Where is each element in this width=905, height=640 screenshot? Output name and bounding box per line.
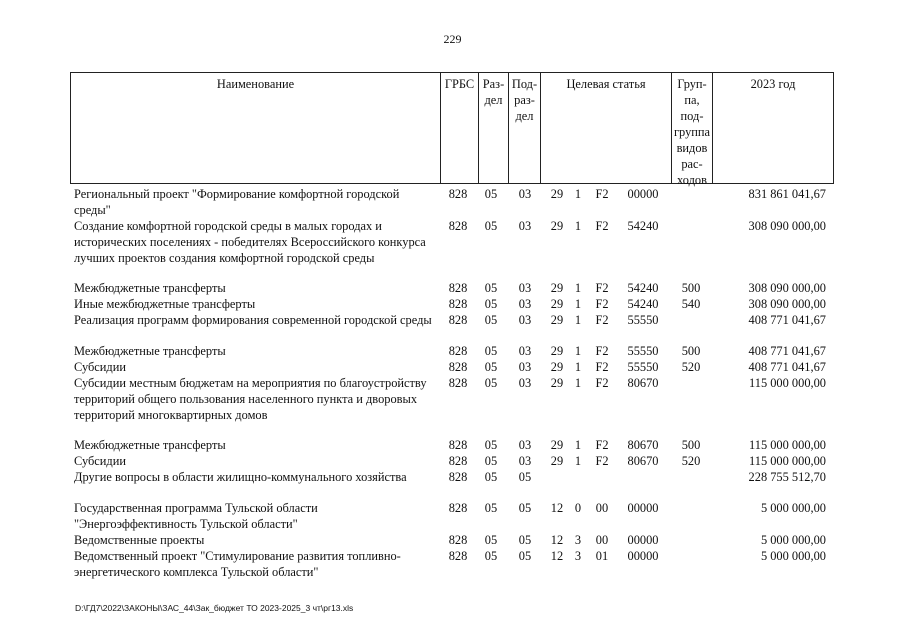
row-rz: 05	[484, 549, 498, 563]
row-c1: 29	[550, 438, 564, 452]
row-c1: 29	[550, 344, 564, 358]
row-c4: 80670	[627, 454, 659, 468]
row-c4: 00000	[627, 549, 659, 563]
row-sum: 308 090 000,00	[748, 219, 826, 233]
row-sum: 5 000 000,00	[760, 533, 826, 547]
row-c3: F2	[595, 454, 609, 468]
row-grbs: 828	[448, 344, 468, 358]
row-c1: 29	[550, 376, 564, 390]
row-pr: 03	[518, 313, 532, 327]
row-grbs: 828	[448, 313, 468, 327]
row-pr: 05	[518, 549, 532, 563]
row-c4: 54240	[627, 219, 659, 233]
row-grbs: 828	[448, 219, 468, 233]
row-name: Государственная программа Тульской области "Энергоэффективность Тульской области"	[74, 501, 318, 531]
row-c4: 55550	[627, 344, 659, 358]
row-rz: 05	[484, 219, 498, 233]
row-c2: 3	[574, 549, 582, 563]
row-rz: 05	[484, 376, 498, 390]
row-grbs: 828	[448, 297, 468, 311]
row-vr: 500	[681, 344, 701, 358]
row-c4: 55550	[627, 313, 659, 327]
row-pr: 03	[518, 454, 532, 468]
row-c3: 00	[595, 501, 609, 515]
row-name: Межбюджетные трансферты	[74, 344, 226, 358]
row-c2: 1	[574, 219, 582, 233]
row-pr: 03	[518, 219, 532, 233]
row-c1: 29	[550, 187, 564, 201]
row-grbs: 828	[448, 281, 468, 295]
row-name: Субсидии	[74, 454, 126, 468]
row-pr: 03	[518, 376, 532, 390]
row-c2: 1	[574, 438, 582, 452]
row-c3: 01	[595, 549, 609, 563]
row-c3: F2	[595, 281, 609, 295]
row-c3: F2	[595, 376, 609, 390]
row-c1: 29	[550, 313, 564, 327]
row-name: Другие вопросы в области жилищно-коммунального хозяйства	[74, 470, 407, 484]
row-vr: 520	[681, 360, 701, 374]
row-name: Ведомственный проект "Стимулирование развития топливно-энергетического комплекса Тульской области"	[74, 549, 401, 579]
row-name: Региональный проект "Формирование комфортной городской среды"	[74, 187, 400, 217]
row-grbs: 828	[448, 470, 468, 484]
row-sum: 115 000 000,00	[749, 438, 826, 452]
row-c3: F2	[595, 313, 609, 327]
row-pr: 05	[518, 501, 532, 515]
row-sum: 308 090 000,00	[748, 281, 826, 295]
row-c4: 55550	[627, 360, 659, 374]
row-rz: 05	[484, 454, 498, 468]
row-c2: 1	[574, 187, 582, 201]
row-c2: 1	[574, 281, 582, 295]
row-vr: 520	[681, 454, 701, 468]
row-c2: 1	[574, 344, 582, 358]
row-c3: F2	[595, 297, 609, 311]
row-sum: 408 771 041,67	[748, 360, 826, 374]
row-pr: 05	[518, 533, 532, 547]
row-c1: 29	[550, 281, 564, 295]
row-c3: 00	[595, 533, 609, 547]
header-group: Груп- па, под- группа видов рас- ходов	[673, 77, 711, 187]
row-c3: F2	[595, 219, 609, 233]
row-c2: 1	[574, 313, 582, 327]
header-razdel: Раз- дел	[482, 77, 505, 107]
header-name: Наименование	[216, 77, 295, 91]
row-grbs: 828	[448, 501, 468, 515]
row-vr: 500	[681, 438, 701, 452]
row-c2: 1	[574, 376, 582, 390]
row-name: Иные межбюджетные трансферты	[74, 297, 256, 311]
row-c1: 29	[550, 219, 564, 233]
row-c1: 12	[550, 501, 564, 515]
row-pr: 03	[518, 281, 532, 295]
row-vr: 500	[681, 281, 701, 295]
row-c4: 00000	[627, 187, 659, 201]
row-pr: 03	[518, 187, 532, 201]
file-path-footer: D:\ГД7\2022\ЗАКОНЫ\ЗАС_44\Зак_бюджет ТО 2023-2025_3 чт\рг13.xls	[75, 603, 354, 613]
row-name: Межбюджетные трансферты	[74, 281, 226, 295]
row-sum: 408 771 041,67	[748, 313, 826, 327]
row-grbs: 828	[448, 187, 468, 201]
row-c1: 29	[550, 297, 564, 311]
row-sum: 5 000 000,00	[760, 501, 826, 515]
row-name: Межбюджетные трансферты	[74, 438, 226, 452]
page-number: 229	[443, 32, 462, 46]
row-rz: 05	[484, 187, 498, 201]
row-grbs: 828	[448, 360, 468, 374]
row-rz: 05	[484, 313, 498, 327]
row-c1: 29	[550, 454, 564, 468]
row-pr: 05	[518, 470, 532, 484]
row-pr: 03	[518, 344, 532, 358]
row-c4: 54240	[627, 297, 659, 311]
row-c4: 80670	[627, 376, 659, 390]
header-grbs: ГРБС	[444, 77, 475, 91]
row-rz: 05	[484, 501, 498, 515]
row-pr: 03	[518, 297, 532, 311]
row-c3: F2	[595, 187, 609, 201]
row-c4: 00000	[627, 533, 659, 547]
row-sum: 831 861 041,67	[748, 187, 826, 201]
row-vr: 540	[681, 297, 701, 311]
row-rz: 05	[484, 438, 498, 452]
row-rz: 05	[484, 344, 498, 358]
header-target: Целевая статья	[566, 77, 646, 91]
row-c3: F2	[595, 344, 609, 358]
row-rz: 05	[484, 297, 498, 311]
row-grbs: 828	[448, 376, 468, 390]
row-name: Субсидии	[74, 360, 126, 374]
row-c2: 1	[574, 297, 582, 311]
row-grbs: 828	[448, 438, 468, 452]
row-sum: 115 000 000,00	[749, 376, 826, 390]
row-grbs: 828	[448, 533, 468, 547]
row-c3: F2	[595, 438, 609, 452]
row-c2: 0	[574, 501, 582, 515]
row-grbs: 828	[448, 454, 468, 468]
row-c4: 80670	[627, 438, 659, 452]
row-c3: F2	[595, 360, 609, 374]
row-sum: 408 771 041,67	[748, 344, 826, 358]
row-sum: 5 000 000,00	[760, 549, 826, 563]
row-c1: 12	[550, 533, 564, 547]
row-c4: 54240	[627, 281, 659, 295]
row-c4: 00000	[627, 501, 659, 515]
row-c2: 3	[574, 533, 582, 547]
row-c2: 1	[574, 454, 582, 468]
row-name: Субсидии местным бюджетам на мероприятия по благоустройству территорий общего пользования населенного пункта и дворовых территорий многоквартирных домов	[74, 376, 427, 422]
row-pr: 03	[518, 360, 532, 374]
row-c1: 12	[550, 549, 564, 563]
row-sum: 308 090 000,00	[748, 297, 826, 311]
row-name: Ведомственные проекты	[74, 533, 205, 547]
row-c1: 29	[550, 360, 564, 374]
row-rz: 05	[484, 533, 498, 547]
row-pr: 03	[518, 438, 532, 452]
header-year: 2023 год	[750, 77, 796, 91]
row-grbs: 828	[448, 549, 468, 563]
row-rz: 05	[484, 470, 498, 484]
row-rz: 05	[484, 360, 498, 374]
row-name: Создание комфортной городской среды в малых городах и исторических поселениях - победителях Всероссийского конкурса лучших проектов создания комфортной городской среды	[74, 219, 426, 265]
row-sum: 228 755 512,70	[748, 470, 826, 484]
row-rz: 05	[484, 281, 498, 295]
row-name: Реализация программ формирования современной городской среды	[74, 313, 432, 327]
row-c2: 1	[574, 360, 582, 374]
header-podrazdel: Под- раз- дел	[511, 77, 538, 123]
row-sum: 115 000 000,00	[749, 454, 826, 468]
